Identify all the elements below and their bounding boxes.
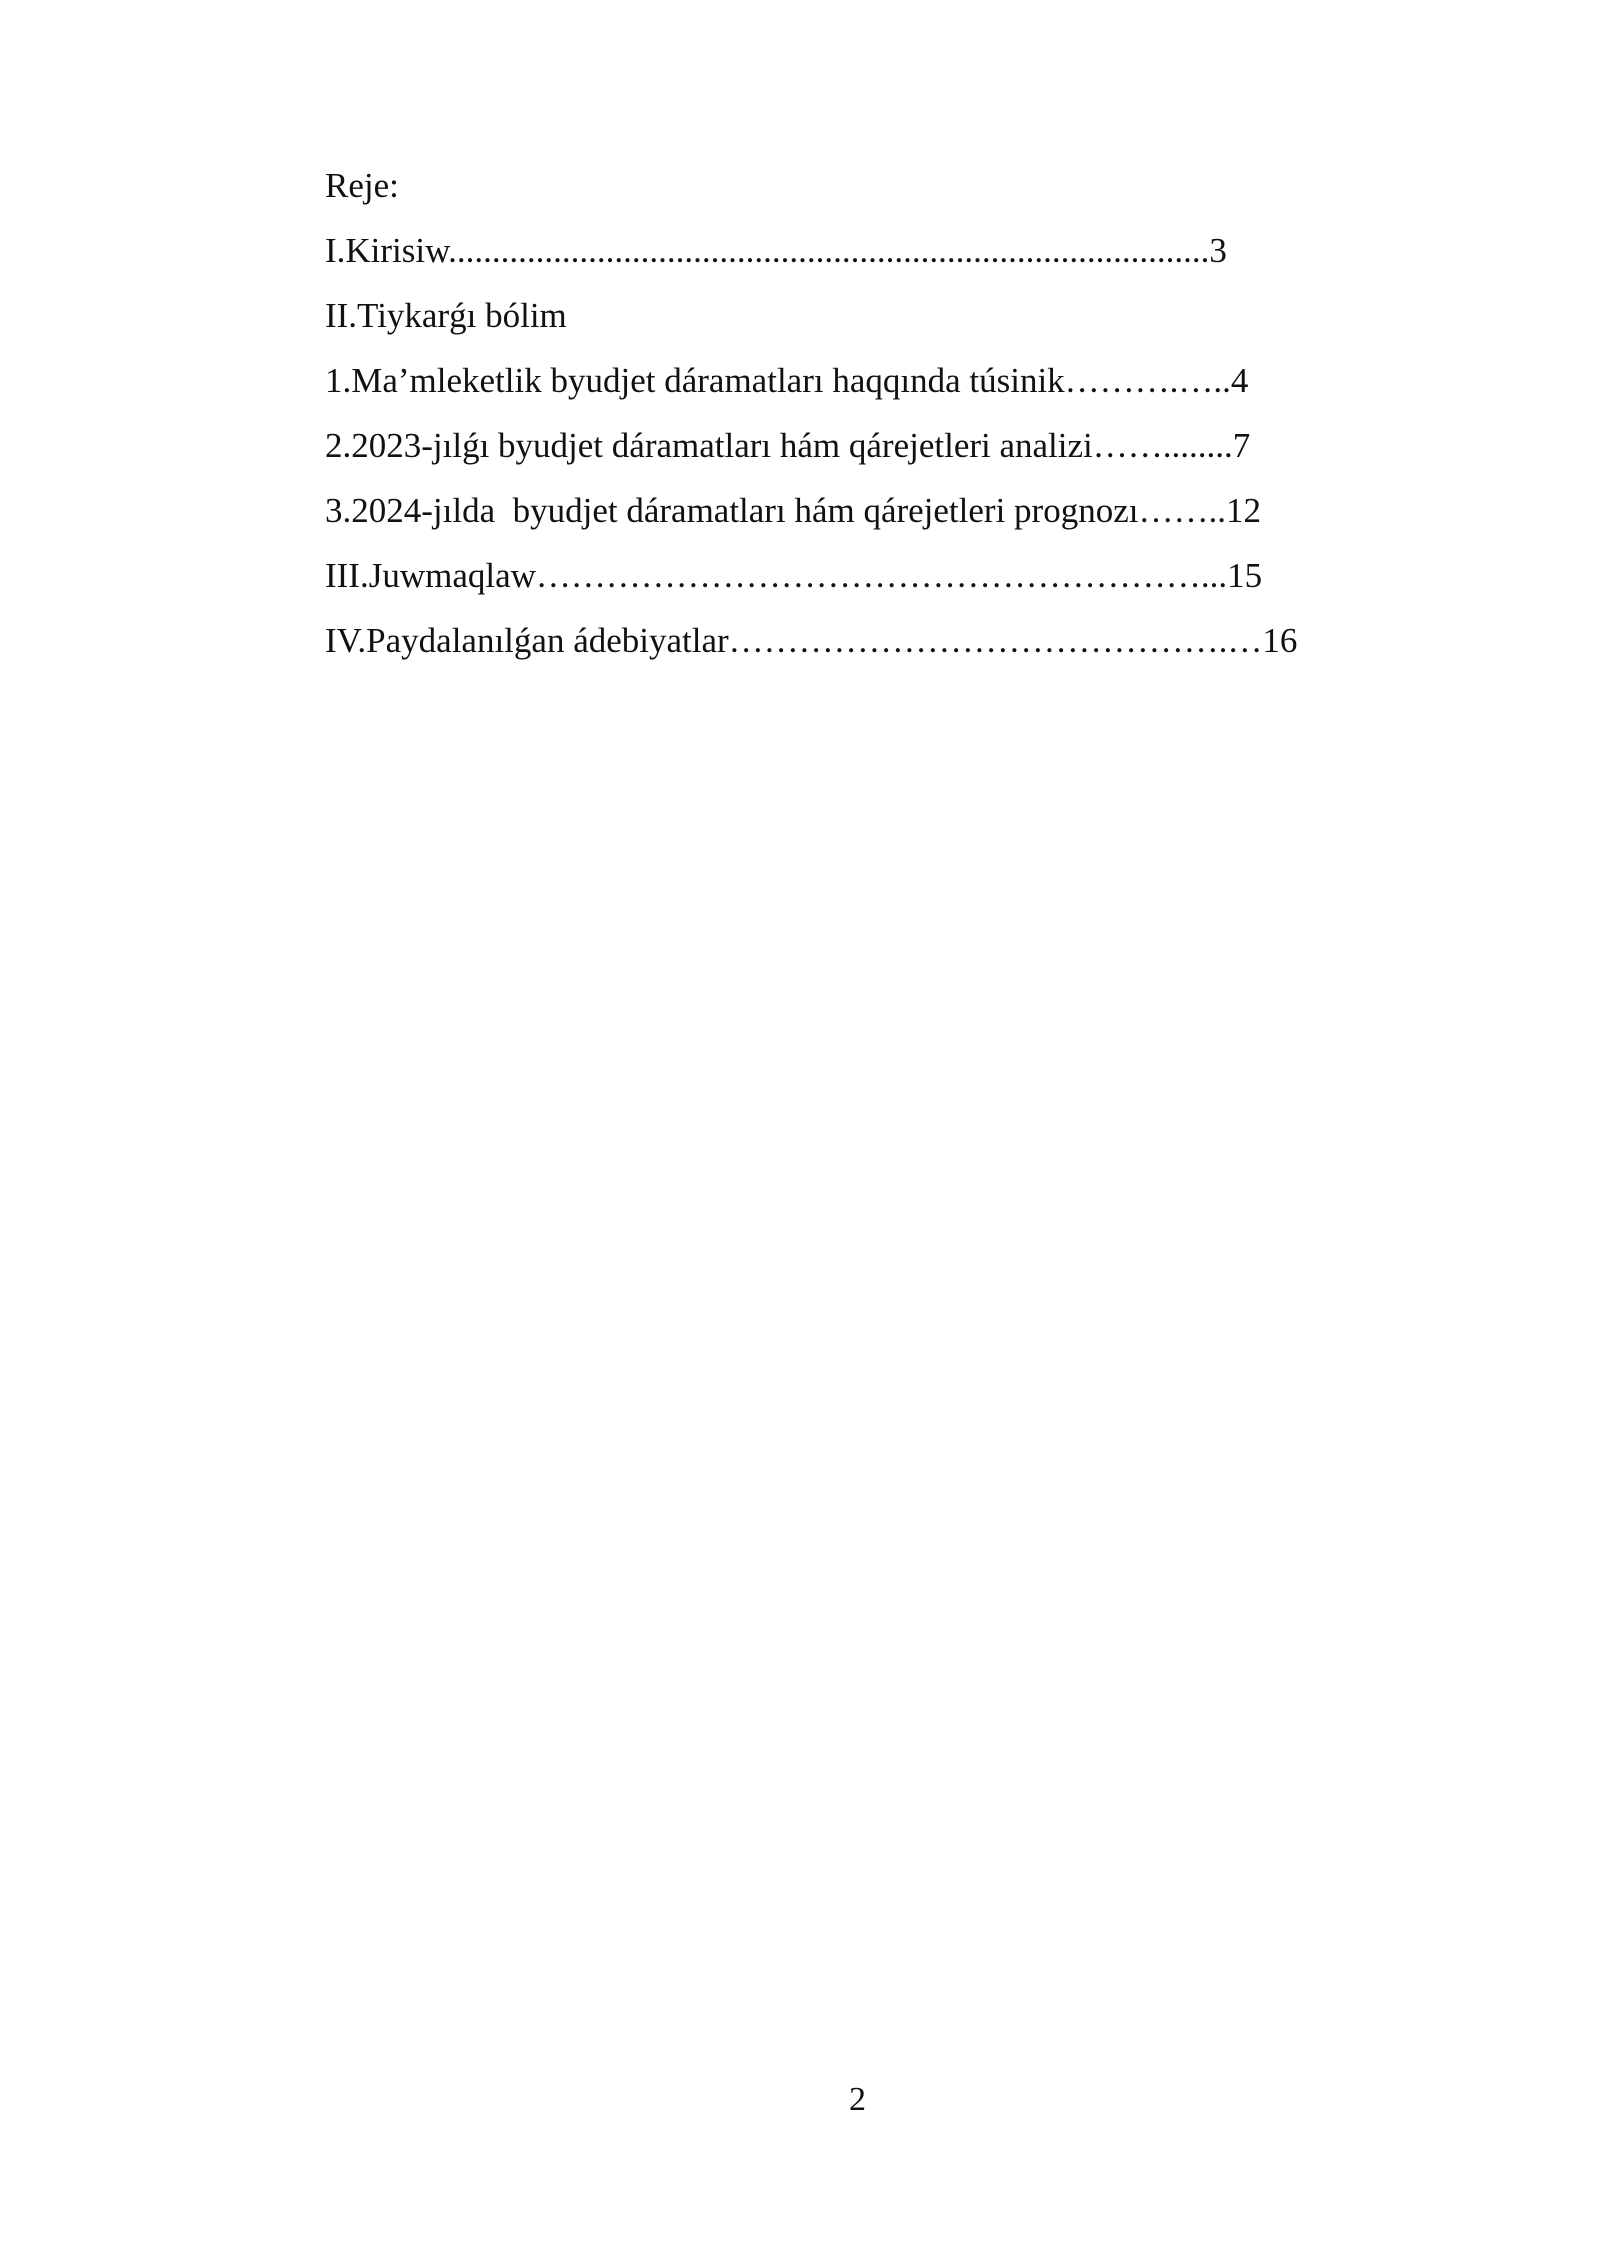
toc-entry-conclusion: III.Juwmaqlaw…………………………………………………...15	[325, 556, 1263, 595]
toc-entry-section-3: 3.2024-jılda byudjet dáramatları hám qárejetleri prognozı……..12	[325, 491, 1261, 530]
toc-entry-references: IV.Paydalanılǵan ádebiyatlar…………………………………….…16	[325, 621, 1298, 660]
toc-heading: Reje:	[325, 166, 399, 205]
page-number: 2	[849, 2081, 866, 2118]
toc-entry-section-1: 1.Ma’mleketlik byudjet dáramatları haqqında túsinik……….…..4	[325, 361, 1249, 400]
toc-entry-introduction: I.Kirisiw.......................................................................................3	[325, 231, 1227, 270]
toc-entry-section-2: 2.2023-jılǵı byudjet dáramatları hám qárejetleri analizi……........7	[325, 426, 1251, 465]
toc-entry-main-part: II.Tiykarǵı bólim	[325, 296, 567, 335]
table-of-contents	[325, 153, 1365, 673]
